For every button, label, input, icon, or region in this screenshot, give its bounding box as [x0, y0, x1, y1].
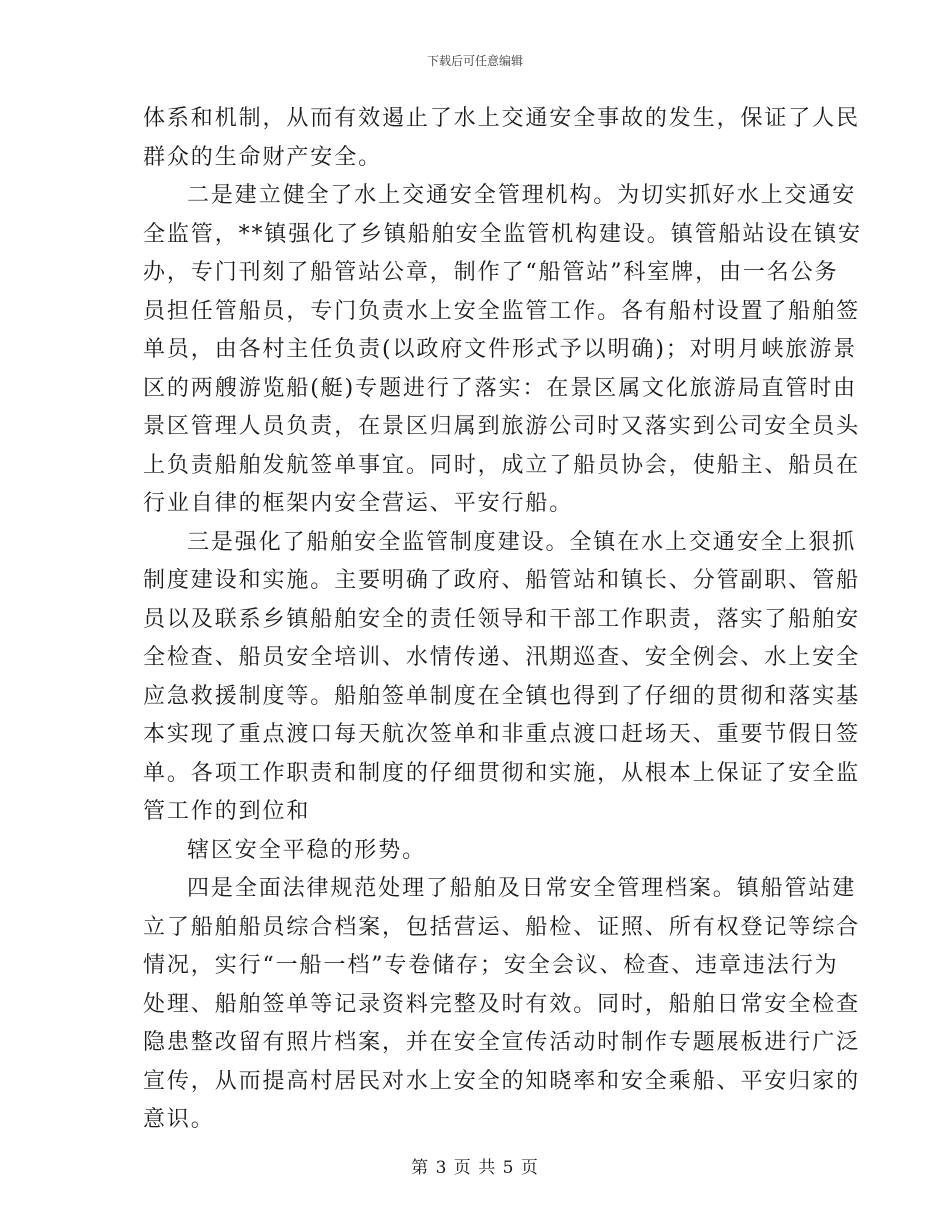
text-line: 行业自律的框架内安全营运、平安行船。: [143, 491, 574, 516]
text-line: 上负责船舶发航签单事宜。同时，成立了船员协会，使船主、船员在: [143, 452, 861, 478]
text-line: 四是全面法律规范处理了船舶及日常安全管理档案。镇船管站建: [187, 876, 857, 901]
text-line: 应急救援制度等。船舶签单制度在全镇也得到了仔细的贯彻和落实基: [143, 683, 861, 709]
text-line: 群众的生命财产安全。: [143, 144, 383, 170]
text-line: 本实现了重点渡口每天航次签单和非重点渡口赶场天、重要节假日签: [143, 722, 861, 747]
text-line: 全监管，**镇强化了乡镇船舶安全监管机构建设。镇管船站设在镇安: [143, 221, 862, 247]
text-line: 处理、船舶签单等记录资料完整及时有效。同时，船舶日常安全检查: [143, 991, 861, 1017]
text-line: 员担任管船员，专门负责水上安全监管工作。各有船村设置了船舶签: [143, 298, 861, 324]
document-body: [143, 100, 862, 1140]
text-line: 景区管理人员负责，在景区归属到旅游公司时又落实到公司安全员头: [143, 414, 861, 439]
text-line: 宣传，从而提高村居民对水上安全的知晓率和安全乘船、平安归家的: [143, 1068, 861, 1094]
text-line: 单。各项工作职责和制度的仔细贯彻和实施，从根本上保证了安全监: [143, 760, 861, 786]
text-line: 三是强化了船舶安全监管制度建设。全镇在水上交通安全上狠抓: [187, 529, 857, 555]
page-header: 下载后可任意编辑: [426, 54, 523, 68]
text-line: 二是建立健全了水上交通安全管理机构。为切实抓好水上交通安: [187, 183, 857, 208]
text-line: 立了船舶船员综合档案，包括营运、船检、证照、所有权登记等综合: [143, 914, 861, 940]
text-line: 意识。: [143, 1107, 215, 1132]
text-line: 办，专门刊刻了船管站公章，制作了“船管站”科室牌，由一名公务: [143, 260, 839, 285]
text-line: 辖区安全平稳的形势。: [187, 837, 427, 863]
text-line: 情况，实行“一船一档”专卷储存；安全会议、检查、违章违法行为: [143, 953, 839, 978]
text-line: 制度建设和实施。主要明确了政府、船管站和镇长、分管副职、管船: [143, 568, 861, 593]
text-line: 单员，由各村主任负责(以政府文件形式予以明确)；对明月峡旅游景: [143, 337, 858, 362]
text-line: 隐患整改留有照片档案，并在安全宣传活动时制作专题展板进行广泛: [143, 1030, 861, 1055]
text-line: 区的两艘游览船(艇)专题进行了落实：在景区属文化旅游局直管时由: [143, 375, 858, 401]
text-line: 全检查、船员安全培训、水情传递、汛期巡查、安全例会、水上安全: [143, 645, 861, 670]
text-line: 管工作的到位和: [143, 799, 311, 824]
page-number-footer: 第 3 页 共 5 页: [411, 1158, 539, 1178]
text-line: 体系和机制，从而有效遏止了水上交通安全事故的发生，保证了人民: [143, 106, 861, 131]
text-line: 员以及联系乡镇船舶安全的责任领导和干部工作职责，落实了船舶安: [143, 606, 861, 632]
